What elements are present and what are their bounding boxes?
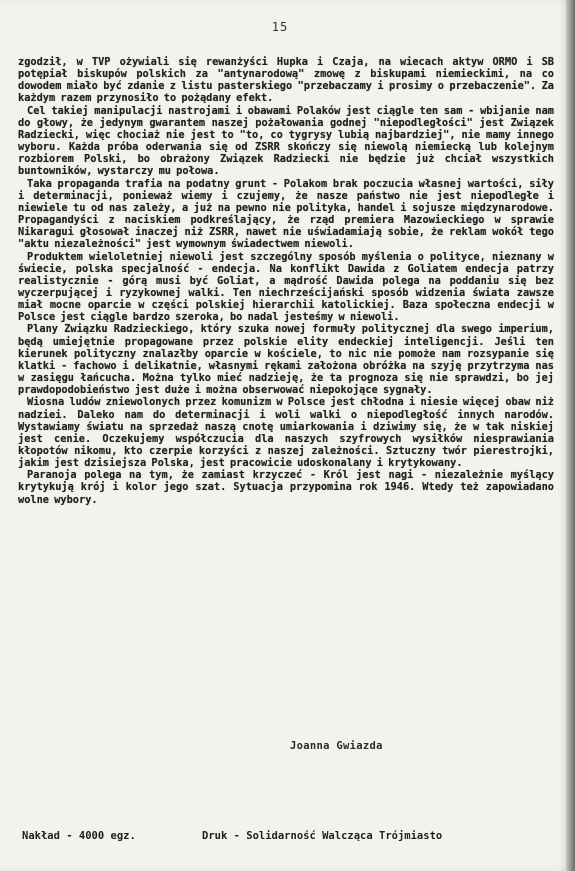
printer-credit: Druk - Solidarność Walcząca Trójmiasto (202, 830, 443, 842)
article-body (18, 56, 554, 506)
author-signature: Joanna Gwiazda (290, 740, 383, 752)
article-paragraph-5: Plany Związku Radzieckiego, który szuka nowej formuły politycznej dla swego imperium, będą umiejętnie propagowane przez polskie elity endeckiej inteligencji. Jeśli ten kierunek polityczny znalazłby oparcie w kościele, to nic nie pomoże nam rozsypanie się klatki - fachowo i delikatnie, własnymi rękami założona obróżka na szyję przytrzyma nas w zasięgu łańcucha. Można tylko mieć nadzieję, że ta prognoza się nie sprawdzi, bo jej prawdopodobieństwo jest duże i można obserwować niepokojące sygnały. (18, 323, 554, 397)
article-paragraph-7: Paranoja polega na tym, że zamiast krzyczeć - Król jest nagi - niezależnie myślący krytykują krój i kolor jego szat. Sytuacja przypomina rok 1946. Wtedy też zapowiadano wolne wybory. (18, 469, 554, 506)
article-paragraph-2: Cel takiej manipulacji nastrojami i obawami Polaków jest ciągle ten sam - wbijanie nam do głowy, że jedynym gwarantem naszej pożałowania godnej "niepodległości" jest Związek Radziecki, więc chociaż nie jest to "to, co tygrysy lubią najbardziej", nie mamy innego wyboru. Każda próba oderwania się od ZSRR skończy się niewolą niemiecką lub kolejnym rozbiorem Polski, bo obrażony Związek Radziecki nie będzie już chciał wszystkich buntowników, wystarczy mu połowa. (18, 104, 554, 178)
print-run: Nakład - 4000 egz. (22, 830, 136, 842)
article-paragraph-4: Produktem wieloletniej niewoli jest szczególny sposób myślenia o polityce, nieznany w świecie, polska specjalność - endecja. Na konflikt Dawida z Goliatem endecja patrzy realistycznie - górą musi być Goliat, a mądrość Dawida polega na poddaniu się bez wyczerpującej i ryzykownej walki. Ten niechrześcijański sposób widzenia świata zawsze miał mocne oparcie w części polskiej hierarchii katolickiej. Baza społeczna endecji w Polsce jest ciągle bardzo szeroka, bo nadal jesteśmy w niewoli. (18, 250, 554, 324)
colophon (22, 830, 552, 842)
page-edge-shadow (566, 0, 575, 871)
article-paragraph-1: zgodził, w TVP ożywiali się rewanżyści Hupka i Czaja, na wiecach aktyw ORMO i SB potępiał biskupów polskich za "antynarodową" zmowę z biskupami niemieckimi, na co dowodem miało być zdanie z listu pasterskiego "przebaczamy i prosimy o przebaczenie". Za każdym razem przynosiło to pożądany efekt. (18, 56, 554, 105)
page-number: 15 (271, 20, 289, 34)
article-paragraph-6: Wiosna ludów zniewolonych przez komunizm w Polsce jest chłodna i niesie więcej obaw niż nadziei. Daleko nam do determinacji i woli walki o niepodległość innych narodów. Wystawiamy światu na sprzedaż naszą cnotę umiarkowania i dziwimy się, że w tak niskiej jest cenie. Oczekujemy współczucia dla naszych szyfrowych wysiłków niesprawiania kłopotów nikomu, kto czerpie korzyści z naszej zależności. Sztuczny twór pierestrojki, jakim jest dzisiejsza Polska, jest pracowicie udoskonalany i krytykowany. (18, 396, 554, 470)
article-paragraph-3: Taka propaganda trafia na podatny grunt - Polakom brak poczucia własnej wartości, siły i determinacji, ponieważ wiemy i czujemy, że nasze państwo nie jest niepodległe i niewiele tu od nas zależy, a już na pewno nie polityka, handel i sojusze międzynarodowe. Propagandyści z naciskiem podkreślający, że rząd premiera Mazowieckiego w sprawie Nikaragui głosował inaczej niż ZSRR, nawet nie uświadamiają sobie, że reklam wokół tego "aktu niezależności" jest wymownym świadectwem niewoli. (18, 177, 554, 251)
